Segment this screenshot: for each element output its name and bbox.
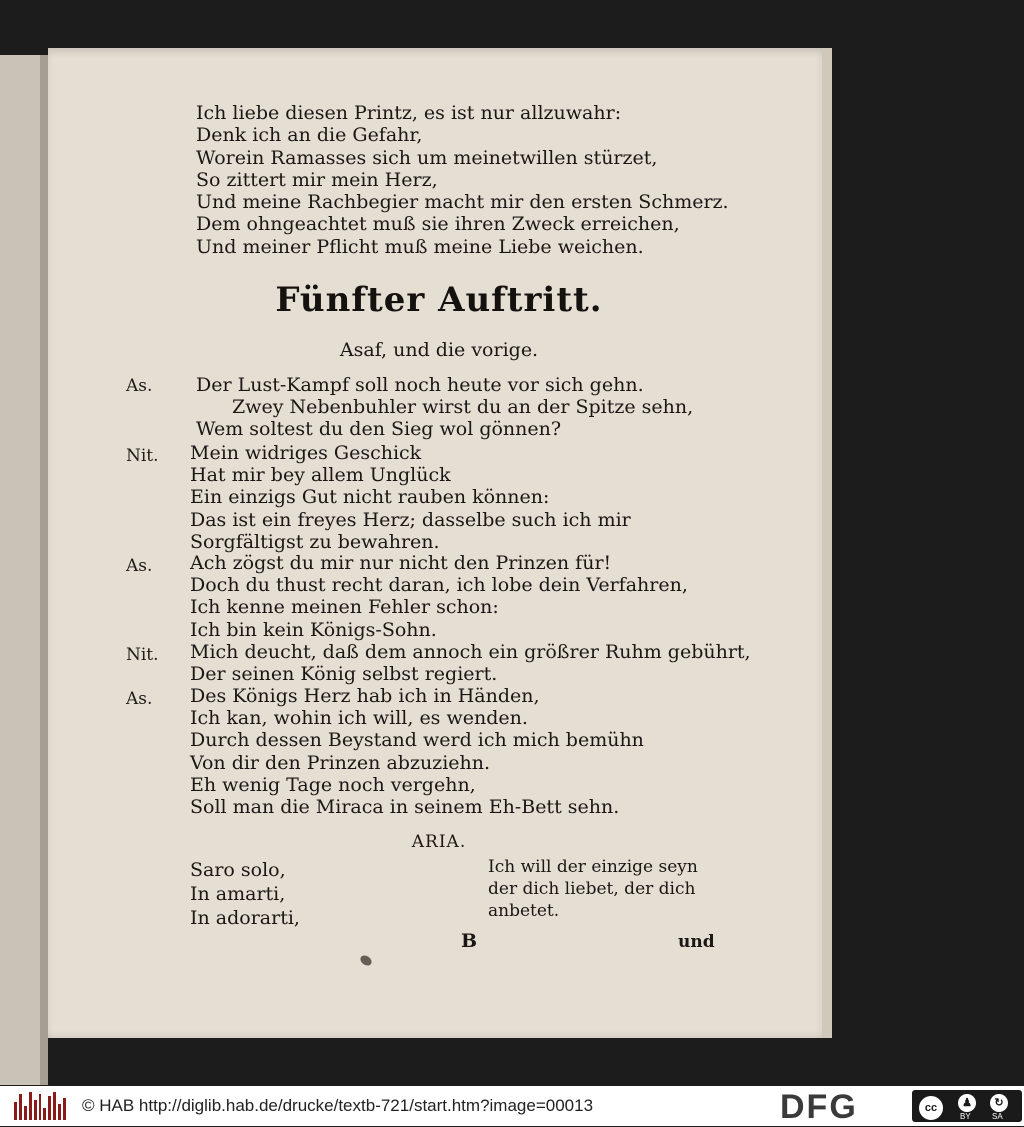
dfg-logo: DFG xyxy=(780,1088,858,1126)
attribution-icon: ♟ xyxy=(956,1092,978,1114)
scene-title: Fünfter Auftritt. xyxy=(275,280,603,320)
speech-block xyxy=(190,442,631,553)
speech-line: Hat mir bey allem Unglück xyxy=(190,464,451,487)
by-label: BY xyxy=(960,1112,971,1121)
cc-icon: cc xyxy=(917,1094,945,1122)
speech-line: Ein einzigs Gut nicht rauben können: xyxy=(190,486,550,509)
ink-stain xyxy=(359,953,374,967)
aria-title: ARIA. xyxy=(411,832,467,852)
speech-line: Das ist ein freyes Herz; dasselbe such ich mir xyxy=(190,508,631,531)
speech-line: Ach zögst du mir nur nicht den Prinzen für! xyxy=(190,552,612,574)
aria-line: Ich will der einzige seyn xyxy=(488,857,698,877)
speech-line: Wem soltest du den Sieg wol gönnen? xyxy=(196,418,562,441)
scene-subtitle: Asaf, und die vorige. xyxy=(339,339,539,361)
verse-line: So zittert mir mein Herz, xyxy=(196,168,438,191)
speech-block xyxy=(190,641,751,685)
aria-line: anbetet. xyxy=(488,901,560,921)
gutter-shadow xyxy=(40,55,48,1085)
book-page xyxy=(48,48,830,1038)
hab-logo-icon xyxy=(14,1092,66,1120)
speech-line: Mich deucht, daß dem annoch ein größrer Ruhm gebührt, xyxy=(190,641,751,663)
verse-line: Und meiner Pflicht muß meine Liebe weichen. xyxy=(196,235,644,258)
speech-line: Des Königs Herz hab ich in Händen, xyxy=(190,685,540,707)
verse-line: Ich liebe diesen Printz, es ist nur allzuwahr: xyxy=(196,102,622,124)
speaker-label: Nit. xyxy=(126,645,159,665)
speech-line: Mein widriges Geschick xyxy=(190,442,422,464)
speech-block xyxy=(190,552,688,641)
verse-line: Dem ohngeachtet muß sie ihren Zweck erreichen, xyxy=(196,213,680,236)
speech-line: Soll man die Miraca in seinem Eh-Bett sehn. xyxy=(190,796,620,819)
viewer-footer xyxy=(0,1086,1024,1126)
speech-block xyxy=(196,374,693,441)
aria-italian-text xyxy=(190,858,300,930)
catchword: und xyxy=(678,932,715,952)
speech-line: Doch du thust recht daran, ich lobe dein Verfahren, xyxy=(190,574,688,597)
aria-german-text xyxy=(488,856,698,922)
speaker-label: As. xyxy=(126,689,153,709)
aria-line: Saro solo, xyxy=(190,859,286,881)
cc-license-badge[interactable] xyxy=(912,1090,1022,1122)
speech-line: Eh wenig Tage noch vergehn, xyxy=(190,773,476,796)
speech-line: Ich kenne meinen Fehler schon: xyxy=(190,596,499,619)
sa-label: SA xyxy=(992,1112,1003,1121)
share-alike-icon: ↻ xyxy=(988,1092,1010,1114)
aria-line: der dich liebet, der dich xyxy=(488,879,696,899)
speech-line: Durch dessen Beystand werd ich mich bemühn xyxy=(190,729,644,752)
verse-line: Und meine Rachbegier macht mir den ersten Schmerz. xyxy=(196,191,729,214)
opening-verse-block xyxy=(196,102,729,258)
aria-line: In amarti, xyxy=(190,883,286,905)
speech-line: Der Lust-Kampf soll noch heute vor sich gehn. xyxy=(196,374,644,396)
speech-line: Ich kan, wohin ich will, es wenden. xyxy=(190,707,528,730)
source-credit-link[interactable]: © HAB http://diglib.hab.de/drucke/textb-721/start.htm?image=00013 xyxy=(82,1096,594,1115)
verse-line: Denk ich an die Gefahr, xyxy=(196,124,423,147)
speaker-label: As. xyxy=(126,376,153,396)
aria-line: In adorarti, xyxy=(190,907,300,929)
speech-block xyxy=(190,685,644,818)
speaker-label: As. xyxy=(126,556,153,576)
verse-line: Worein Ramasses sich um meinetwillen stürzet, xyxy=(196,146,658,169)
page-fore-edge xyxy=(822,48,832,1038)
signature-mark: B xyxy=(461,930,478,952)
speech-line: Ich bin kein Königs-Sohn. xyxy=(190,618,437,641)
speech-line: Zwey Nebenbuhler wirst du an der Spitze sehn, xyxy=(232,396,694,419)
speaker-label: Nit. xyxy=(126,446,159,466)
speech-line: Sorgfältigst zu bewahren. xyxy=(190,530,440,553)
speech-line: Der seinen König selbst regiert. xyxy=(190,663,498,686)
speech-line: Von dir den Prinzen abzuziehn. xyxy=(190,751,491,774)
